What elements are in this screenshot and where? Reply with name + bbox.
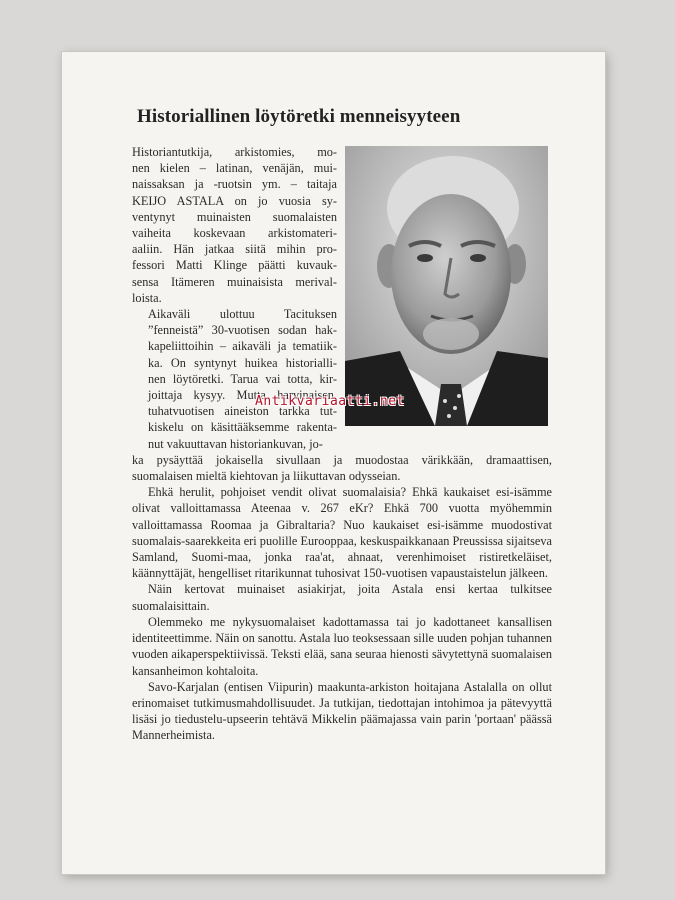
paragraph-identity: Olemmeko me nykysuomalaiset kadottamassa tai jo kadottaneet kansallisen identiteettimme. Näin on sanottu. Astala luo teoksessaan sille uuden pohjan tuhannen vuoden aikaperspektiivissä. Teksti elää, sana seuraa hienosti sävytettynä suomalaisen kansanheimon kohtaloita. — [132, 614, 552, 678]
text-line: KEIJO ASTALA on jo vuosia sy- — [132, 193, 337, 208]
text-line: Aikaväli ulottuu Tacituksen — [148, 307, 337, 322]
text-line: sensa Itämeren muinaisista merival- — [132, 274, 337, 289]
text-line: Historiantutkija, arkistomies, mo- — [132, 145, 337, 159]
text-line: ventynyt muinaisten suomalaisten — [132, 209, 337, 224]
book-back-cover — [62, 52, 605, 874]
paragraph-timespan-cont — [132, 452, 552, 484]
text-line: nut vakuuttavan historiankuvan, jo- — [148, 436, 323, 451]
text-line: naissaksan ja -ruotsin ym. – taitaja — [132, 177, 337, 192]
blurb-text — [132, 144, 552, 744]
text-line: nen löytöretki. Tarua vai totta, kir- — [148, 371, 337, 386]
text-line: ka. On syntynyt huikea historialli- — [148, 355, 337, 370]
text-line: loista. — [132, 290, 162, 305]
paragraph-timespan — [132, 306, 337, 452]
paragraph-documents: Näin kertovat muinaiset asiakirjat, joita Astala ensi kertaa tulkitsee suomalaisittain. — [132, 582, 552, 613]
text-line: vaiheita koskevaan arkistomateri- — [132, 226, 337, 241]
cover-title: Historiallinen löytöretki menneisyyteen — [137, 106, 461, 127]
text-line: nen kielen – latinan, venäjän, mui- — [132, 161, 337, 176]
text-line: kiskelu on käsittääksemme rakenta- — [148, 420, 337, 435]
paragraph-archive: Savo-Karjalan (entisen Viipurin) maakunta-arkiston hoitajana Astalalla on ollut erinomaiset tutkimusmahdollisuudet. Ja tutkijan, tiedottajan intohimoa ja pätevyyttä lisäsi jo tiedustelu-upseerin tehtävä Mikkelin päämajassa vain parin 'portaan' päässä Mannerheimista. — [132, 679, 552, 743]
text-line: ”fenneistä” 30-vuotisen sodan hak- — [148, 323, 337, 338]
blurb-wide-column — [132, 452, 552, 744]
paragraph-herulit: Ehkä herulit, pohjoiset vendit olivat suomalaisia? Ehkä kaukaiset esi-isämme olivat valloittamassa Ateenaa v. 267 eKr? Ehkä 700 vuotta myöhemmin valloittamassa Roomaa ja Gibraltaria? Nuo kaukaiset esi-isämme muodostivat suomalais-saarekkeita eri puolille Eurooppaa, keskuspaikkanaan Preussissa sijaitseva Samland, Suomi-maa, jonka raa'at, ahnaat, verenhimoiset ristiretkeläiset, käännyttäjät, hengelliset ritarikunnat tuhosivat 150-vuotisen vapaustaistelun jälkeen. — [132, 485, 552, 581]
paragraph-intro — [132, 144, 337, 306]
text-line: tuhatvuotisen aineiston tarkka tut- — [148, 404, 337, 419]
text-line: kapeliittoihin – aikaväli ja tematiik- — [148, 339, 337, 354]
text-line: suomalaisen mieltä kiehtovan ja liikuttavan odysseian. — [132, 469, 401, 484]
text-line: ka pysäyttää jokaisella sivullaan ja muodostaa värikkään, dramaattisen, — [132, 452, 552, 467]
watermark-text: Antikvariaatti.net — [255, 394, 405, 409]
text-line: aaliin. Hän jatkaa siitä mihin pro- — [132, 242, 337, 257]
text-line: joittaja kysyy. Mutta harvinaisen, — [148, 388, 337, 403]
text-line: fessori Matti Klinge päätti kuvauk- — [132, 258, 337, 273]
